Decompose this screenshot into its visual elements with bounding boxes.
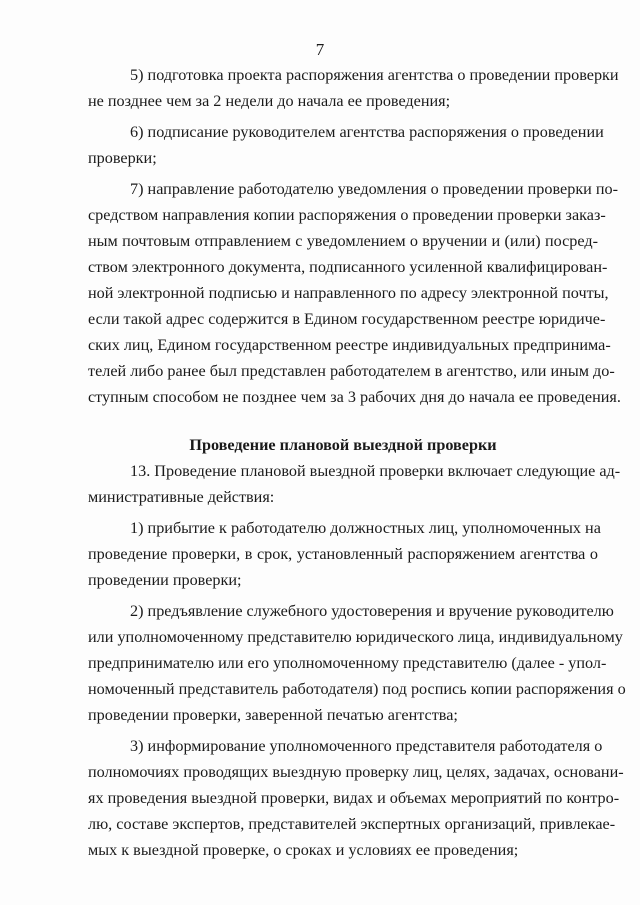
paragraph-item-13-1 <box>88 515 601 593</box>
paragraph-line: номоченный представитель работодателя) под роспись копии распоряжения о <box>88 680 626 698</box>
paragraph-line: телей либо ранее был представлен работодателем в агентство, или иным до- <box>88 362 615 380</box>
paragraph-line: если такой адрес содержится в Едином государственном реестре юридиче- <box>88 310 606 328</box>
paragraph-line: 13. Проведение плановой выездной проверки включает следующие ад- <box>130 462 621 480</box>
paragraph-line: не позднее чем за 2 недели до начала ее проведения; <box>88 92 451 110</box>
paragraph-line: проведении проверки; <box>88 571 242 589</box>
paragraph-line: лю, составе экспертов, представителей экспертных организаций, привлекае- <box>88 815 616 833</box>
paragraph-item-7 <box>88 176 621 410</box>
paragraph-line: 6) подписание руководителем агентства распоряжения о проведении <box>130 123 604 141</box>
paragraph-line: проведение проверки, в срок, установленный распоряжением агентства о <box>88 545 598 563</box>
paragraph-line: средством направления копии распоряжения о проведении проверки заказ- <box>88 206 606 224</box>
paragraph-item-13 <box>88 458 621 510</box>
paragraph-item-13-3 <box>88 733 624 863</box>
page-number: 7 <box>315 40 325 59</box>
paragraph-line: 2) предъявление служебного удостоверения и вручение руководителю <box>130 602 614 620</box>
section-heading: Проведение плановой выездной проверки <box>189 436 497 454</box>
paragraph-line: ях проведения выездной проверки, видах и объемах мероприятий по контро- <box>88 789 620 807</box>
paragraph-line: проведении проверки, заверенной печатью агентства; <box>88 706 458 724</box>
paragraph-line: мых к выездной проверке, о сроках и условиях ее проведения; <box>88 841 519 859</box>
paragraph-line: 5) подготовка проекта распоряжения агентства о проведении проверки <box>130 66 619 84</box>
paragraph-line: ступным способом не позднее чем за 3 рабочих дня до начала ее проведения. <box>88 388 621 406</box>
paragraph-item-5 <box>88 62 619 114</box>
paragraph-line: предпринимателю или его уполномоченному представителю (далее - упол- <box>88 654 607 672</box>
paragraph-line: ной электронной подписью и направленного по адресу электронной почты, <box>88 284 609 302</box>
paragraph-line: 7) направление работодателю уведомления о проведении проверки по- <box>130 180 619 198</box>
paragraph-item-13-2 <box>88 598 626 728</box>
paragraph-line: ным почтовым отправлением с уведомлением о вручении и (или) посред- <box>88 232 598 250</box>
paragraph-line: министративные действия: <box>88 488 275 506</box>
paragraph-item-6 <box>88 119 604 171</box>
paragraph-line: или уполномоченному представителю юридического лица, индивидуальному <box>88 628 623 646</box>
paragraph-line: 1) прибытие к работодателю должностных лиц, уполномоченных на <box>130 519 601 537</box>
paragraph-line: ских лиц, Едином государственном реестре индивидуальных предпринима- <box>88 336 611 354</box>
paragraph-line: ством электронного документа, подписанного усиленной квалифицирован- <box>88 258 608 276</box>
paragraph-line: полномочиях проводящих выездную проверку лиц, целях, задачах, основани- <box>88 763 624 781</box>
paragraph-line: 3) информирование уполномоченного представителя работодателя о <box>130 737 603 755</box>
document-body <box>88 62 626 863</box>
paragraph-line: проверки; <box>88 149 157 167</box>
